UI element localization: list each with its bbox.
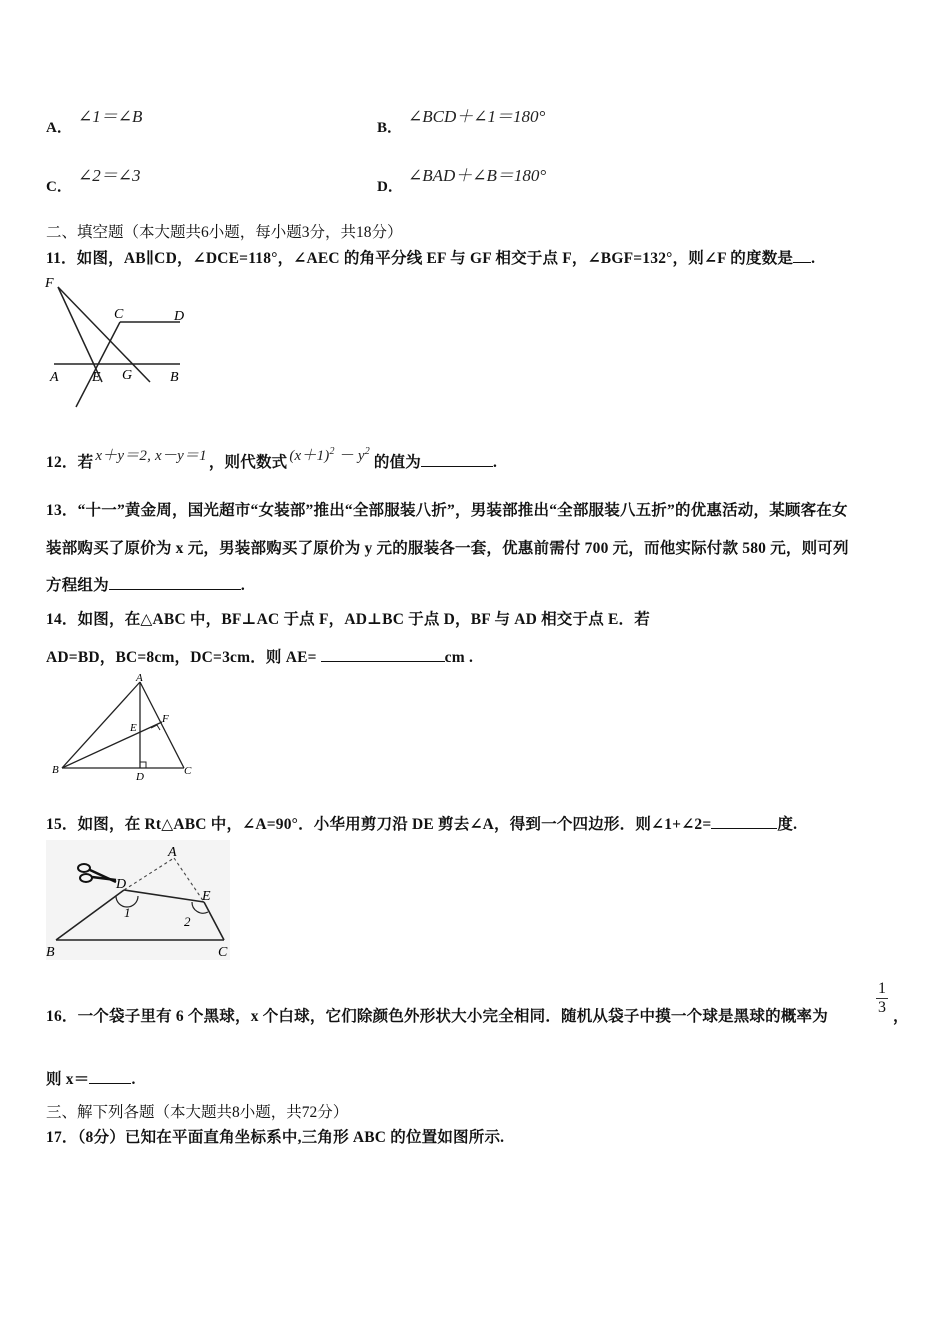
label-e: E — [92, 370, 101, 385]
q14-line2-text: AD=BD，BC=8cm，DC=3cm．则 AE= — [46, 649, 317, 666]
q12-condition: x＋y＝2, x－y＝1 — [95, 448, 207, 464]
q12-suffix: 的值为 — [373, 454, 421, 471]
q15-text — [46, 812, 797, 834]
option-a-label: A． — [46, 120, 72, 136]
q14-figure — [46, 672, 206, 782]
option-c-expr: ∠2＝∠3 — [78, 166, 141, 185]
label-c: C — [114, 307, 124, 322]
option-d-expr: ∠BAD＋∠B＝180° — [408, 166, 547, 185]
side-ab — [62, 682, 140, 768]
q16-comma: ， — [893, 1008, 909, 1025]
label-c: C — [218, 945, 228, 960]
line-ef — [58, 287, 102, 382]
q11-end: . — [811, 250, 816, 267]
q13-blank[interactable] — [109, 575, 241, 590]
q13-line3 — [46, 573, 245, 595]
q11-text-body: 11．如图，AB∥CD，∠DCE=118°，∠AEC 的角平分线 EF 与 GF 相交于点 F，∠BGF=132°，则∠F 的度数是 — [46, 250, 794, 267]
q16-blank[interactable] — [89, 1069, 131, 1084]
q17-text: 17．（8分）已知在平面直角坐标系中,三角形 ABC 的位置如图所示. — [46, 1129, 505, 1146]
q15-unit: 度. — [777, 816, 798, 833]
label-d: D — [136, 771, 144, 782]
section2-title: 二、填空题（本大题共6小题，每小题3分，共18分） — [46, 224, 403, 241]
q14-line1: 14．如图，在△ABC 中，BF⊥AC 于点 F，AD⊥BC 于点 D，BF 与 AD 相交于点 E．若 — [46, 611, 650, 628]
side-ac — [140, 682, 184, 768]
label-c: C — [184, 765, 192, 777]
q14-blank[interactable] — [321, 647, 445, 662]
option-c-label: C． — [46, 179, 72, 195]
q16-fraction — [876, 980, 888, 1017]
option-a-expr: ∠1＝∠B — [78, 107, 143, 126]
q16-end: . — [131, 1071, 136, 1088]
q12-prefix: 12．若 — [46, 454, 94, 471]
right-angle-d — [140, 762, 146, 768]
q12-expr-minus: － y — [338, 448, 365, 464]
label-b: B — [170, 370, 179, 385]
q12-middle: ，则代数式 — [208, 454, 288, 471]
label-b: B — [52, 764, 59, 776]
label-f: F — [162, 713, 169, 725]
q14-line2 — [46, 645, 473, 667]
option-b-expr: ∠BCD＋∠1＝180° — [408, 107, 546, 126]
line-gf — [58, 287, 150, 382]
q15-figure — [46, 840, 232, 962]
q12-expr-exp2: 2 — [364, 446, 370, 457]
q11-figure — [40, 272, 200, 412]
label-a: A — [168, 845, 177, 860]
frac-denominator: 3 — [878, 999, 886, 1016]
label-g: G — [122, 368, 133, 383]
q12-end: . — [493, 454, 498, 471]
label-b: B — [46, 945, 55, 960]
q16-text: 16．一个袋子里有 6 个黑球，x 个白球，它们除颜色外形状大小完全相同．随机从袋子中摸一个球是黑球的概率为 — [46, 1008, 828, 1025]
label-1: 1 — [124, 905, 131, 920]
label-e: E — [130, 722, 137, 734]
section3-title: 三、解下列各题（本大题共8小题，共72分） — [46, 1104, 349, 1121]
q12-blank[interactable] — [421, 452, 493, 467]
q13-line3-text: 方程组为 — [46, 577, 109, 594]
q13-end: . — [240, 577, 245, 594]
q12-text — [46, 446, 498, 472]
label-d: D — [174, 309, 185, 324]
q12-expr-base: (x＋1) — [289, 448, 330, 464]
label-a: A — [136, 672, 143, 684]
q12-expr-exp1: 2 — [329, 446, 335, 457]
q11-blank[interactable] — [793, 248, 811, 263]
q15-text-body: 15．如图，在 Rt△ABC 中，∠A=90°．小华用剪刀沿 DE 剪去∠A，得到一个四边形．则∠1+∠2= — [46, 816, 712, 833]
q13-line1: 13．“十一”黄金周，国光超市“女装部”推出“全部服装八折”，男装部推出“全部服装八五折”的优惠活动，某顾客在女 — [46, 502, 848, 519]
option-b-label: B． — [377, 120, 403, 136]
label-f: F — [45, 276, 54, 291]
segment-bf — [62, 722, 162, 768]
q13-line2: 装部购买了原价为 x 元，男装部购买了原价为 y 元的服装各一套，优惠前需付 700 元，而他实际付款 580 元，则可列 — [46, 540, 849, 557]
q16-line2 — [46, 1067, 136, 1089]
q16-line2-text: 则 x＝ — [46, 1071, 90, 1088]
frac-numerator: 1 — [878, 980, 886, 997]
label-2: 2 — [184, 914, 191, 929]
label-d: D — [116, 877, 127, 892]
label-a: A — [50, 370, 59, 385]
q11-text — [46, 246, 815, 268]
q15-blank[interactable] — [711, 814, 777, 829]
option-d-label: D． — [377, 179, 403, 195]
label-e: E — [202, 889, 211, 904]
q14-unit: cm . — [444, 649, 474, 666]
